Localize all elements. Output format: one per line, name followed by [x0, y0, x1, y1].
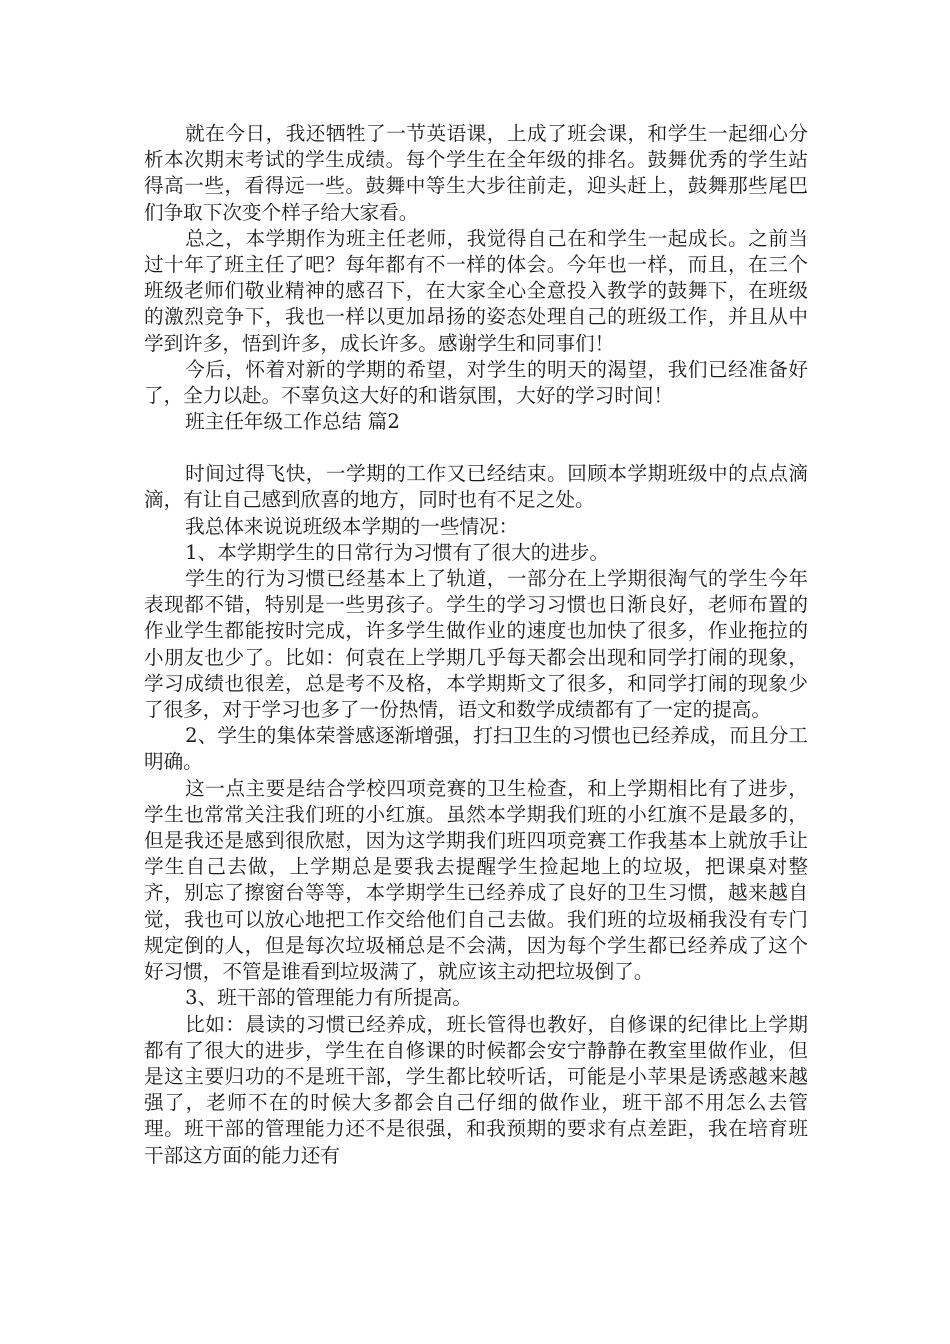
paragraph-hygiene-competition: 这一点主要是结合学校四项竞赛的卫生检查，和上学期相比有了进步，学生也常常关注我们班的小红旗。虽然本学期我们班的小红旗不是最多的，但是我还是感到很欣慰，因为这学期我们班四项竞赛工作我基本上就放手让学生自己去做，上学期总是要我去提醒学生捡起地上的垃圾，把课桌对整齐，别忘了擦窗台等等，本学期学生已经养成了良好的卫生习惯，越来越自觉，我也可以放心地把工作交给他们自己去做。我们班的垃圾桶我没有专门规定倒的人，但是每次垃圾桶总是不会满，因为每个学生都已经养成了这个好习惯，不管是谁看到垃圾满了，就应该主动把垃圾倒了。	[144, 776, 808, 984]
paragraph-time-flies: 时间过得飞快，一学期的工作又已经结束。回顾本学期班级中的点点滴滴，有让自己感到欣喜的地方，同时也有不足之处。	[144, 462, 808, 512]
paragraph-behavior-habits: 学生的行为习惯已经基本上了轨道，一部分在上学期很淘气的学生今年表现都不错，特别是一些男孩子。学生的学习习惯也日渐良好，老师布置的作业学生都能按时完成，许多学生做作业的速度也加快了很多，作业拖拉的小朋友也少了。比如：何袁在上学期几乎每天都会出现和同学打闹的现象，学习成绩也很差，总是考不及格，本学期斯文了很多，和同学打闹的现象少了很多，对于学习也多了一份热情，语文和数学成绩都有了一定的提高。	[144, 567, 808, 722]
paragraph-class-cadres: 比如：晨读的习惯已经养成，班长管得也教好，自修课的纪律比上学期都有了很大的进步，学生在自修课的时候都会安宁静静在教室里做作业，但是这主要归功的不是班干部，学生都比较听话，可能是小苹果是诱惑越来越强了，老师不在的时候大多都会自己仔细的做作业，班干部不用怎么去管理。班干部的管理能力还不是很强，和我预期的要求有点差距，我在培育班干部这方面的能力还有	[144, 1012, 808, 1167]
paragraph-summary-growth: 总之，本学期作为班主任老师，我觉得自己在和学生一起成长。之前当过十年了班主任了吧？每年都有不一样的体会。今年也一样，而且，在三个班级老师们敬业精神的感召下，在大家全心全意投入教学的鼓舞下，在班级的激烈竞争下，我也一样以更加昂扬的姿态处理自己的班级工作，并且从中学到许多，悟到许多，成长许多。感谢学生和同事们！	[144, 226, 808, 355]
section-heading: 班主任年级工作总结 篇2	[185, 410, 400, 434]
paragraph-english-class: 就在今日，我还牺牲了一节英语课，上成了班会课，和学生一起细心分析本次期末考试的学生成绩。每个学生在全年级的排名。鼓舞优秀的学生站得高一些，看得远一些。鼓舞中等生大步往前走，迎头赶上，鼓舞那些尾巴们争取下次变个样子给大家看。	[144, 122, 808, 224]
document-body	[144, 121, 808, 1169]
paragraph-overview-intro: 我总体来说说班级本学期的一些情况：	[185, 514, 519, 538]
list-point-2: 2、学生的集体荣誉感逐渐增强，打扫卫生的习惯也已经养成，而且分工明确。	[144, 724, 808, 774]
list-point-3: 3、班干部的管理能力有所提高。	[185, 986, 472, 1010]
list-point-1: 1、本学期学生的日常行为习惯有了很大的进步。	[185, 540, 610, 564]
paragraph-future-hopes: 今后，怀着对新的学期的希望，对学生的明天的渴望，我们已经准备好了，全力以赴。不辜负这大好的和谐氛围，大好的学习时间！	[144, 357, 808, 408]
